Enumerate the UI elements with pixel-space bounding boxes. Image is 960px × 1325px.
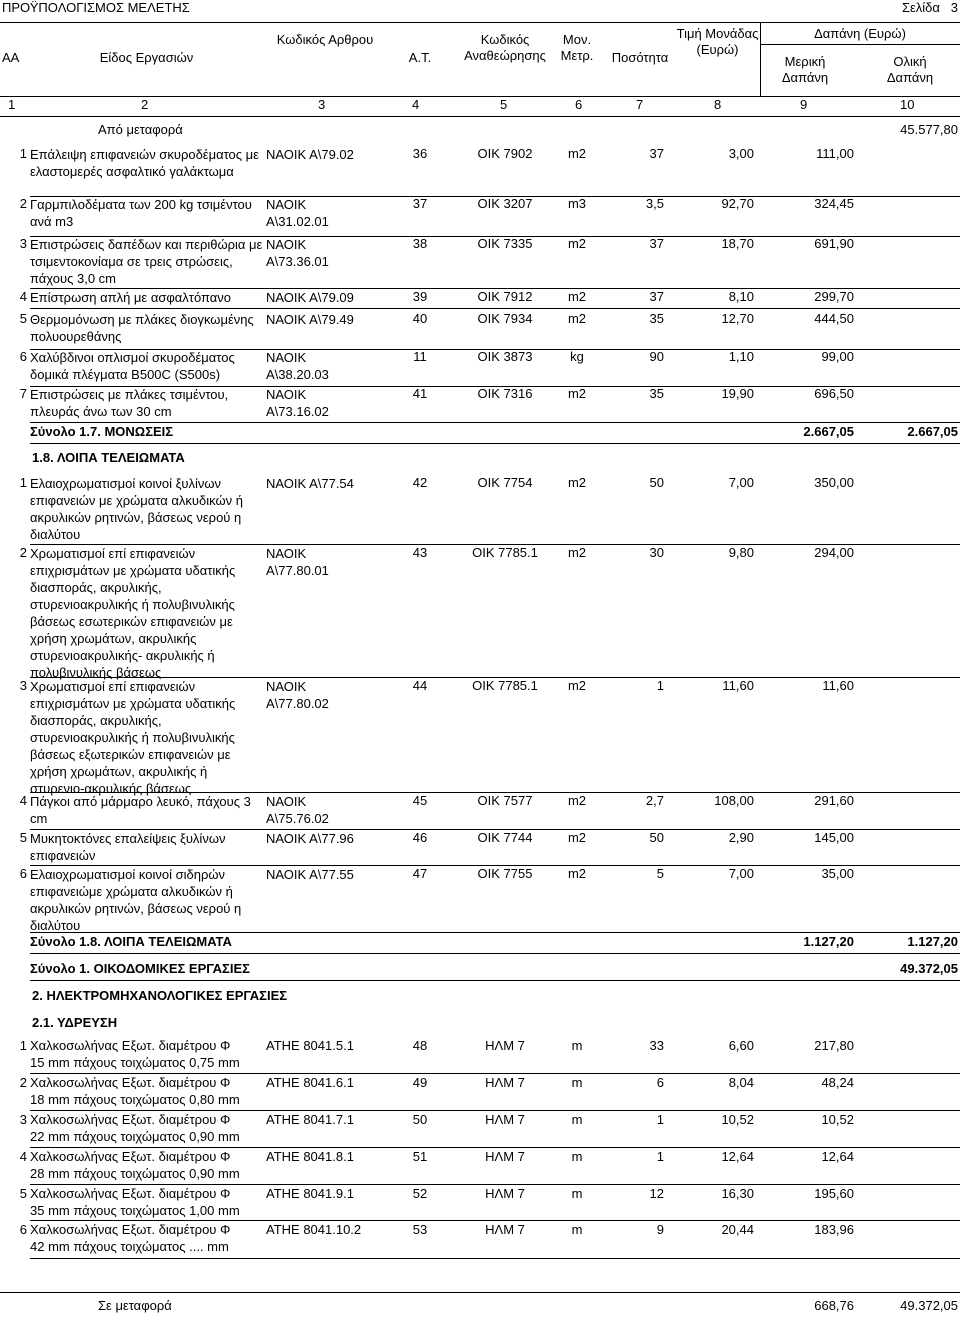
g3-row-3-desc-line1: Χαλκοσωλήνας Εξωτ. διαμέτρου Φ (30, 1112, 231, 1127)
g1-row-6-desc: Χαλύβδινοι οπλισμοί σκυροδέματος δομικά πλέγματα B500C (S500s) (30, 350, 235, 382)
header-meriki: Μερική Δαπάνη (781, 54, 829, 85)
header-kodikos-anatheorisis: Κωδικός Αναθεώρησης (464, 32, 546, 63)
col-number-7: 7 (636, 97, 644, 112)
header-oliki: Ολική Δαπάνη (886, 54, 934, 85)
sum-18-total: 1.127,20 (907, 934, 958, 949)
g1-row-3-price: 18,70 (721, 236, 754, 251)
header-dapani: Δαπάνη (Ευρώ) (814, 26, 906, 41)
g1-row-7-code-text: ΝΑΟΙΚ Α\73.16.02 (266, 387, 329, 419)
g3-row-2-desc-line2: 18 mm πάχους τοιχώματος 0,80 mm (30, 1092, 240, 1107)
g1-row-6-unit: kg (570, 349, 584, 364)
g2-row-5-qty: 50 (649, 830, 664, 845)
g2-row-3-unit: m2 (567, 678, 587, 693)
g2-row-5-partial: 145,00 (814, 830, 854, 845)
g2-row-1-desc: Ελαιοχρωματισμοί κοινοί ξυλίνων επιφανειών με χρώματα αλκυδικών ή ακρυλικών ρητινών, βάσεως νερού η διαλύτου (30, 476, 243, 542)
g1-row-4-partial: 299,70 (814, 289, 854, 304)
g1-row-7-at: 41 (412, 386, 428, 401)
g3-row-4-unit: m (571, 1149, 583, 1164)
g2-row-6-code-text: ΝΑΟΙΚ Α\77.55 (266, 867, 354, 882)
g1-row-6-no: 6 (19, 349, 27, 364)
g1-row-2-at: 37 (412, 196, 428, 211)
g3-row-3-price: 10,52 (721, 1112, 754, 1127)
g1-row-5-no: 5 (19, 311, 27, 326)
g1-row-2-desc: Γαρμπιλοδέματα των 200 kg τσιμέντου ανά m3 (30, 197, 252, 229)
g3-row-5-price: 16,30 (721, 1186, 754, 1201)
g3-row-3-partial: 10,52 (821, 1112, 854, 1127)
carry-in-label: Από μεταφορά (98, 122, 183, 137)
g2-row-2-rev: ΟΙΚ 7785.1 (472, 545, 538, 560)
g2-row-6-no: 6 (19, 866, 27, 881)
g3-row-3-at: 50 (412, 1112, 428, 1127)
header-aa: ΑΑ (2, 50, 20, 65)
g3-row-1-code-text: ΑΤΗΕ 8041.5.1 (266, 1038, 354, 1053)
g2-row-6-unit: m2 (567, 866, 587, 881)
g1-row-3-no: 3 (19, 236, 27, 251)
g1-row-4-rev: ΟΙΚ 7912 (477, 289, 533, 304)
g1-row-5-partial: 444,50 (814, 311, 854, 326)
g3-row-5-unit: m (571, 1186, 583, 1201)
col-number-2: 2 (141, 97, 149, 112)
sum-17-total: 2.667,05 (907, 424, 958, 439)
g1-row-1-no: 1 (19, 146, 27, 161)
g2-row-1-qty: 50 (649, 475, 664, 490)
col-number-4: 4 (412, 97, 420, 112)
g1-row-6-qty: 90 (649, 349, 664, 364)
g2-row-5-no: 5 (19, 830, 27, 845)
g3-row-5-code-text: ΑΤΗΕ 8041.9.1 (266, 1186, 354, 1201)
g3-row-1-no: 1 (19, 1038, 27, 1053)
g1-row-1-unit: m2 (567, 146, 587, 161)
col-number-3: 3 (318, 97, 326, 112)
g1-row-7-no: 7 (19, 386, 27, 401)
g3-row-2-partial: 48,24 (821, 1075, 854, 1090)
g3-row-2-desc-line1: Χαλκοσωλήνας Εξωτ. διαμέτρου Φ (30, 1075, 231, 1090)
g3-row-1-partial: 217,80 (814, 1038, 854, 1053)
g3-row-2-unit: m (571, 1075, 583, 1090)
g2-row-3-partial: 11,60 (822, 678, 854, 693)
g2-row-1-at: 42 (412, 475, 428, 490)
g1-row-3-desc: Επιστρώσεις δαπέδων και περιθώρια με τσιμεντοκονίαμα σε τρεις στρώσεις, πάχους 3,0 cm (30, 237, 263, 286)
g1-row-3-at: 38 (412, 236, 428, 251)
g1-row-6-at: 11 (413, 349, 427, 364)
g2-row-3-at: 44 (412, 678, 428, 693)
g1-row-7-price: 19,90 (721, 386, 754, 401)
g3-row-5-at: 52 (412, 1186, 428, 1201)
section-21-heading: 2.1. ΥΔΡΕΥΣΗ (32, 1015, 118, 1030)
g2-row-5-rev: ΟΙΚ 7744 (477, 830, 533, 845)
g2-row-3-rev: ΟΙΚ 7785.1 (472, 678, 538, 693)
g2-row-5-code-text: ΝΑΟΙΚ Α\77.96 (266, 831, 354, 846)
g1-row-2-rev: ΟΙΚ 3207 (477, 196, 533, 211)
g3-row-4-no: 4 (19, 1149, 27, 1164)
g1-row-1-code-text: ΝΑΟΙΚ Α\79.02 (266, 147, 354, 162)
g3-row-6-at: 53 (412, 1222, 428, 1237)
g3-row-1-price: 6,60 (728, 1038, 754, 1053)
sum-1-total: 49.372,05 (900, 961, 958, 976)
g2-row-2-no: 2 (19, 545, 27, 560)
g3-row-5-desc-line2: 35 mm πάχους τοιχώματος 1,00 mm (30, 1203, 240, 1218)
g1-row-4-at: 39 (412, 289, 428, 304)
g3-row-6-qty: 9 (656, 1222, 664, 1237)
g1-row-1-at: 36 (412, 146, 428, 161)
g1-row-3-qty: 37 (649, 236, 664, 251)
g3-row-4-price: 12,64 (721, 1149, 754, 1164)
g2-row-6-price: 7,00 (728, 866, 754, 881)
g2-row-5-price: 2,90 (728, 830, 754, 845)
g3-row-4-rev: ΗΛΜ 7 (485, 1149, 525, 1164)
g3-row-4-qty: 1 (656, 1149, 664, 1164)
header-eidos: Είδος Εργασιών (99, 50, 194, 65)
g2-row-1-rev: ΟΙΚ 7754 (477, 475, 533, 490)
page-number: 3 (950, 0, 958, 15)
g2-row-6-desc: Ελαιοχρωματισμοί κοινοί σιδηρών επιφανειώμε χρώματα αλκυδικών ή ακρυλικών ρητινών, βάσεως νερού η διαλύτου (30, 867, 242, 933)
g1-row-4-unit: m2 (567, 289, 587, 304)
g3-row-3-unit: m (571, 1112, 583, 1127)
sum-18-label: Σύνολο 1.8. ΛΟΙΠΑ ΤΕΛΕΙΩΜΑΤΑ (30, 934, 232, 949)
g1-row-2-no: 2 (19, 196, 27, 211)
g2-row-1-unit: m2 (567, 475, 587, 490)
header-at: Α.Τ. (408, 50, 432, 65)
g1-row-6-rev: ΟΙΚ 3873 (477, 349, 533, 364)
col-number-1: 1 (8, 97, 16, 112)
col-number-5: 5 (500, 97, 508, 112)
g3-row-4-desc-line1: Χαλκοσωλήνας Εξωτ. διαμέτρου Φ (30, 1149, 231, 1164)
g1-row-2-unit: m3 (567, 196, 587, 211)
g2-row-4-desc: Πάγκοι από μάρμαρο λευκό, πάχους 3 cm (30, 794, 251, 826)
g1-row-5-qty: 35 (649, 311, 664, 326)
g1-row-5-desc: Θερμομόνωση με πλάκες διογκωμένης πολυουρεθάνης (30, 312, 254, 344)
g1-row-6-partial: 99,00 (821, 349, 854, 364)
g1-row-3-code-text: ΝΑΟΙΚ Α\73.36.01 (266, 237, 329, 269)
g2-row-6-at: 47 (412, 866, 428, 881)
g1-row-2-price: 92,70 (721, 196, 754, 211)
g2-row-1-code-text: ΝΑΟΙΚ Α\77.54 (266, 476, 354, 491)
g3-row-5-qty: 12 (649, 1186, 664, 1201)
g1-row-5-at: 40 (412, 311, 428, 326)
g1-row-7-qty: 35 (649, 386, 664, 401)
g3-row-6-no: 6 (19, 1222, 27, 1237)
page-label-text: Σελίδα (901, 0, 940, 15)
g3-row-5-partial: 195,60 (814, 1186, 854, 1201)
g2-row-6-partial: 35,00 (821, 866, 854, 881)
g3-row-2-code-text: ΑΤΗΕ 8041.6.1 (266, 1075, 354, 1090)
col-number-6: 6 (575, 97, 583, 112)
g1-row-3-unit: m2 (567, 236, 587, 251)
g2-row-2-at: 43 (412, 545, 428, 560)
g2-row-4-qty: 2,7 (645, 793, 664, 808)
g3-row-3-desc-line2: 22 mm πάχους τοιχώματος 0,90 mm (30, 1129, 240, 1144)
header-posotita: Ποσότητα (611, 50, 669, 65)
g1-row-4-qty: 37 (649, 289, 664, 304)
g3-row-4-code-text: ΑΤΗΕ 8041.8.1 (266, 1149, 354, 1164)
g3-row-2-no: 2 (19, 1075, 27, 1090)
g2-row-5-desc: Μυκητοκτόνες επαλείψεις ξυλίνων επιφανειών (30, 831, 226, 863)
g2-row-2-code-text: ΝΑΟΙΚ Α\77.80.01 (266, 546, 329, 578)
g1-row-3-rev: ΟΙΚ 7335 (477, 236, 533, 251)
g2-row-2-qty: 30 (649, 545, 664, 560)
sum-17-label: Σύνολο 1.7. ΜΟΝΩΣΕΙΣ (30, 424, 174, 439)
g2-row-4-unit: m2 (567, 793, 587, 808)
section-18-heading: 1.8. ΛΟΙΠΑ ΤΕΛΕΙΩΜΑΤΑ (32, 450, 185, 465)
g1-row-6-code-text: ΝΑΟΙΚ Α\38.20.03 (266, 350, 329, 382)
g2-row-2-partial: 294,00 (814, 545, 854, 560)
g2-row-4-price: 108,00 (714, 793, 754, 808)
g3-row-6-unit: m (571, 1222, 583, 1237)
g1-row-7-desc: Επιστρώσεις με πλάκες τσιμέντου, πλευράς άνω των 30 cm (30, 387, 229, 419)
g3-row-5-rev: ΗΛΜ 7 (485, 1186, 525, 1201)
g1-row-7-partial: 696,50 (814, 386, 854, 401)
g3-row-6-desc-line2: 42 mm πάχους τοιχώματος .... mm (30, 1239, 229, 1254)
g3-row-1-rev: ΗΛΜ 7 (485, 1038, 525, 1053)
carry-out-total: 49.372,05 (900, 1298, 958, 1313)
g1-row-2-qty: 3,5 (645, 196, 664, 211)
carry-out-partial: 668,76 (814, 1298, 854, 1313)
g3-row-6-partial: 183,96 (814, 1222, 854, 1237)
g2-row-4-rev: ΟΙΚ 7577 (477, 793, 533, 808)
g3-row-1-desc-line2: 15 mm πάχους τοιχώματος 0,75 mm (30, 1055, 240, 1070)
g1-row-1-qty: 37 (649, 146, 664, 161)
g2-row-1-partial: 350,00 (814, 475, 854, 490)
g2-row-4-code-text: ΝΑΟΙΚ Α\75.76.02 (266, 794, 329, 826)
g1-row-5-price: 12,70 (721, 311, 754, 326)
header-kodikos-arthrou: Κωδικός Αρθρου (276, 32, 374, 47)
g3-row-3-qty: 1 (656, 1112, 664, 1127)
g2-row-5-at: 46 (412, 830, 428, 845)
g2-row-6-qty: 5 (656, 866, 664, 881)
g3-row-6-code-text: ΑΤΗΕ 8041.10.2 (266, 1222, 362, 1237)
g3-row-2-price: 8,04 (728, 1075, 754, 1090)
g1-row-4-no: 4 (19, 289, 27, 304)
g2-row-3-desc: Χρωματισμοί επί επιφανειών επιχρισμάτων με χρώματα υδατικής διασποράς, ακρυλικής, στυρενιοακρυλικής ή πολυβινυλικής βάσεως εξωτερικών επιφανειών με χρήση χρωμάτων, ακρυλικής ή στυρενιο-ακρυλικής βάσεως (30, 679, 236, 796)
g3-row-4-at: 51 (412, 1149, 428, 1164)
g3-row-6-rev: ΗΛΜ 7 (485, 1222, 525, 1237)
g1-row-7-unit: m2 (567, 386, 587, 401)
g3-row-4-desc-line2: 28 mm πάχους τοιχώματος 0,90 mm (30, 1166, 240, 1181)
g3-row-5-no: 5 (19, 1186, 27, 1201)
g1-row-4-code-text: ΝΑΟΙΚ Α\79.09 (266, 290, 354, 305)
g2-row-4-partial: 291,60 (814, 793, 854, 808)
carry-out-label: Σε μεταφορά (98, 1298, 172, 1313)
page-title: ΠΡΟΫΠΟΛΟΓΙΣΜΟΣ ΜΕΛΕΤΗΣ (2, 0, 190, 15)
g1-row-4-desc: Επίστρωση απλή με ασφαλτόπανο (30, 290, 232, 305)
g2-row-5-unit: m2 (567, 830, 587, 845)
sum-17-partial: 2.667,05 (803, 424, 854, 439)
g1-row-5-rev: ΟΙΚ 7934 (477, 311, 533, 326)
col-number-8: 8 (714, 97, 722, 112)
g2-row-3-no: 3 (19, 678, 27, 693)
g1-row-5-unit: m2 (567, 311, 587, 326)
g1-row-1-price: 3,00 (728, 146, 754, 161)
g1-row-4-price: 8,10 (728, 289, 754, 304)
g1-row-3-partial: 691,90 (814, 236, 854, 251)
col-number-10: 10 (900, 97, 915, 112)
sum-1-label: Σύνολο 1. ΟΙΚΟΔΟΜΙΚΕΣ ΕΡΓΑΣΙΕΣ (30, 961, 250, 976)
g3-row-6-desc-line1: Χαλκοσωλήνας Εξωτ. διαμέτρου Φ (30, 1222, 231, 1237)
g3-row-2-at: 49 (412, 1075, 428, 1090)
g1-row-7-rev: ΟΙΚ 7316 (477, 386, 533, 401)
g2-row-3-qty: 1 (656, 678, 664, 693)
g2-row-4-no: 4 (19, 793, 27, 808)
g3-row-4-partial: 12,64 (821, 1149, 854, 1164)
g2-row-2-desc: Χρωματισμοί επί επιφανειών επιχρισμάτων με χρώματα υδατικής διασποράς, ακρυλικής, στυρενιοακρυλικής ή πολυβινυλικής βάσεως εσωτερικών επιφανειών με χρήση χρωμάτων, ακρυλικής στυρενιοακρυλικής- ακρυλικής ή πολυβινυλικής βάσεως (30, 546, 236, 680)
header-monada: Μον. Μετρ. (560, 32, 594, 63)
col-number-9: 9 (800, 97, 808, 112)
g2-row-3-code-text: ΝΑΟΙΚ Α\77.80.02 (266, 679, 329, 711)
g3-row-5-desc-line1: Χαλκοσωλήνας Εξωτ. διαμέτρου Φ (30, 1186, 231, 1201)
g1-row-1-partial: 111,00 (816, 146, 854, 161)
g2-row-6-rev: ΟΙΚ 7755 (477, 866, 533, 881)
g2-row-3-price: 11,60 (722, 678, 754, 693)
g3-row-1-at: 48 (412, 1038, 428, 1053)
g1-row-2-partial: 324,45 (814, 196, 854, 211)
g3-row-3-rev: ΗΛΜ 7 (485, 1112, 525, 1127)
carry-in-value: 45.577,80 (900, 122, 958, 137)
g3-row-3-code-text: ΑΤΗΕ 8041.7.1 (266, 1112, 354, 1127)
g2-row-2-price: 9,80 (728, 545, 754, 560)
g1-row-5-code-text: ΝΑΟΙΚ Α\79.49 (266, 312, 354, 327)
g1-row-1-rev: ΟΙΚ 7902 (477, 146, 533, 161)
g1-row-6-price: 1,10 (728, 349, 754, 364)
g3-row-6-price: 20,44 (721, 1222, 754, 1237)
g2-row-1-no: 1 (19, 475, 27, 490)
g2-row-2-unit: m2 (567, 545, 587, 560)
g3-row-1-desc-line1: Χαλκοσωλήνας Εξωτ. διαμέτρου Φ (30, 1038, 231, 1053)
page-label (820, 0, 958, 16)
header-timi: Τιμή Μονάδας (Ευρώ) (676, 26, 759, 57)
g2-row-4-at: 45 (412, 793, 428, 808)
g3-row-3-no: 3 (19, 1112, 27, 1127)
sum-18-partial: 1.127,20 (803, 934, 854, 949)
g1-row-1-desc: Επάλειψη επιφανειών σκυροδέματος με ελαστομερές ασφαλτικό γαλάκτωμα (30, 147, 259, 179)
g1-row-2-code-text: ΝΑΟΙΚ Α\31.02.01 (266, 197, 329, 229)
g3-row-2-qty: 6 (656, 1075, 664, 1090)
g2-row-1-price: 7,00 (728, 475, 754, 490)
section-2-heading: 2. ΗΛΕΚΤΡΟΜΗΧΑΝΟΛΟΓΙΚΕΣ ΕΡΓΑΣΙΕΣ (32, 988, 288, 1003)
g3-row-1-unit: m (571, 1038, 583, 1053)
g3-row-2-rev: ΗΛΜ 7 (485, 1075, 525, 1090)
g3-row-1-qty: 33 (649, 1038, 664, 1053)
